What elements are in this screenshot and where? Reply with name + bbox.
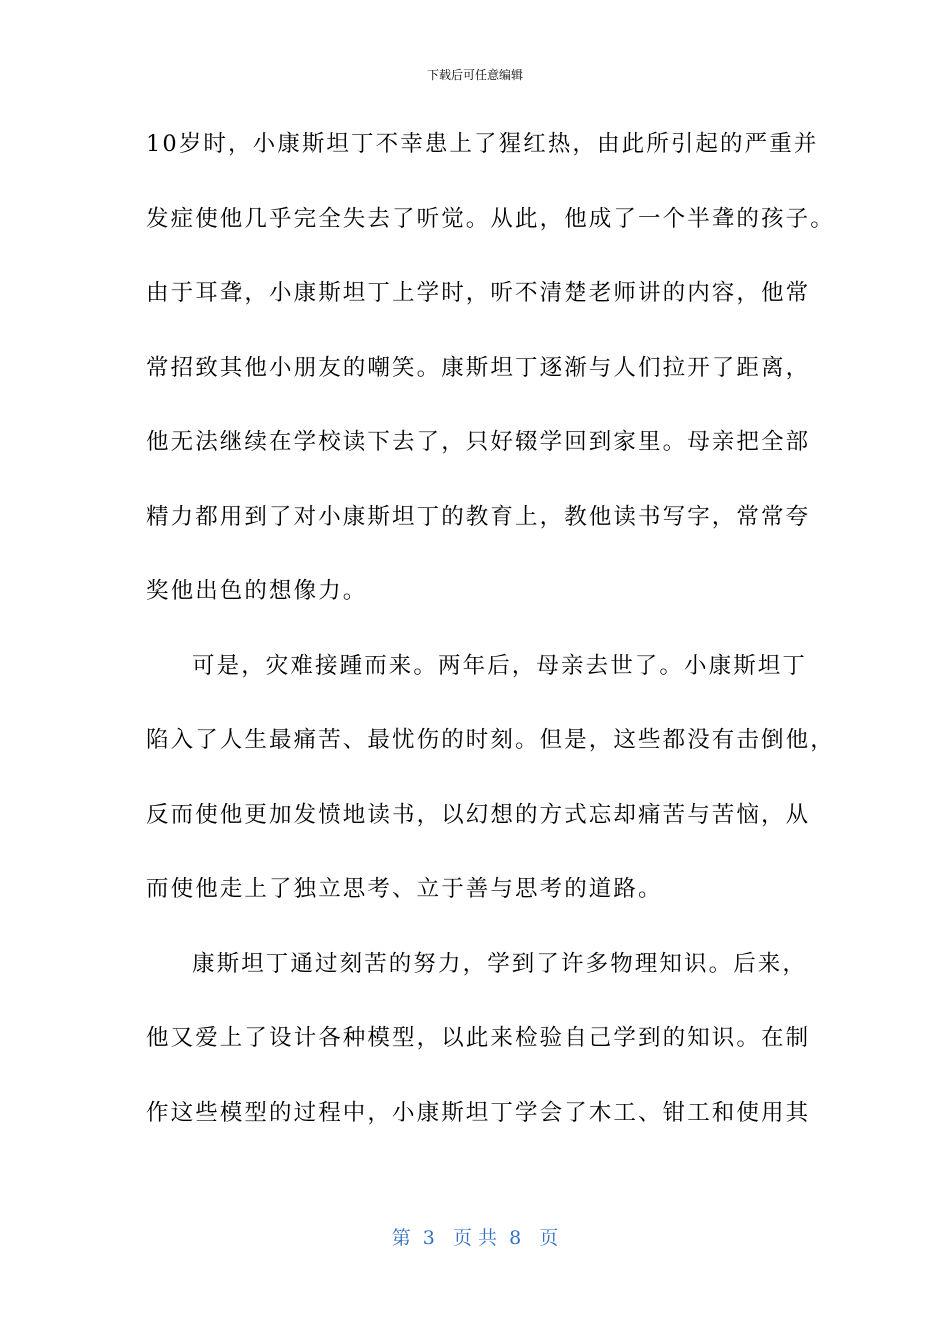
text-line: 10岁时，小康斯坦丁不幸患上了猩红热，由此所引起的严重并 [146, 131, 819, 157]
text-line: 他无法继续在学校读下去了，只好辍学回到家里。母亲把全部 [146, 429, 811, 455]
page-header: 下载后可任意编辑 [426, 68, 523, 82]
text-line: 常招致其他小朋友的嘲笑。康斯坦丁逐渐与人们拉开了距离， [146, 354, 811, 381]
text-line: 陷入了人生最痛苦、最忧伤的时刻。但是，这些都没有击倒他， [146, 727, 835, 753]
paragraph-start-line: 可是，灾难接踵而来。两年后，母亲去世了。小康斯坦丁 [192, 652, 808, 679]
text-line: 发症使他几乎完全失去了听觉。从此，他成了一个半聋的孩子。 [146, 205, 835, 232]
text-line: 反而使他更加发愤地读书，以幻想的方式忘却痛苦与苦恼，从 [146, 801, 811, 828]
text-line: 精力都用到了对小康斯坦丁的教育上，教他读书写字，常常夸 [146, 503, 811, 530]
document-body [146, 122, 835, 1165]
text-line: 而使他走上了独立思考、立于善与思考的道路。 [146, 876, 663, 902]
text-line: 他又爱上了设计各种模型，以此来检验自己学到的知识。在制 [146, 1025, 811, 1051]
text-line: 作这些模型的过程中，小康斯坦丁学会了木工、钳工和使用其 [146, 1099, 811, 1126]
text-line: 由于耳聋，小康斯坦丁上学时，听不清楚老师讲的内容，他常 [146, 280, 811, 306]
text-line: 奖他出色的想像力。 [146, 578, 368, 604]
paragraph-start-line: 康斯坦丁通过刻苦的努力，学到了许多物理知识。后来， [192, 950, 808, 977]
page-number-footer: 第 3 页 共 8 页 [391, 1227, 559, 1249]
